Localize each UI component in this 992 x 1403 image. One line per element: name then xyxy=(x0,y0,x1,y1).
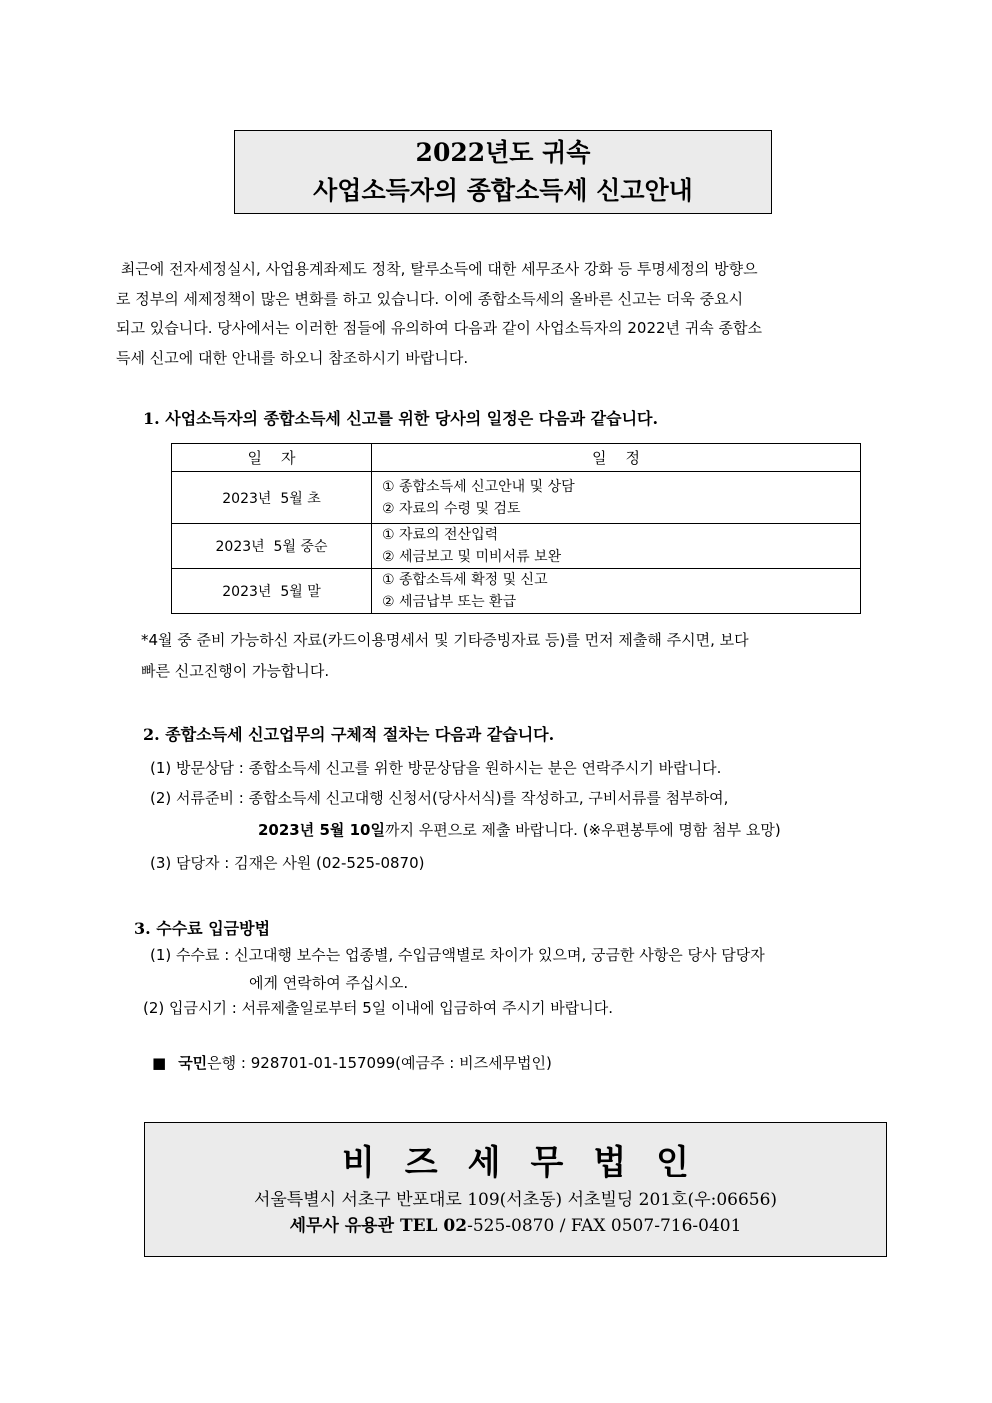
firm-address: 서울특별시 서초구 반포대로 109(서초동) 서초빌딩 201호(우:06656) xyxy=(253,1189,778,1210)
intro-line: 로 정부의 세제정책이 많은 변화를 하고 있습니다. 이에 종합소득세의 올바른 신고는 더욱 중요시 xyxy=(116,289,744,308)
section2-item-2-deadline-line xyxy=(258,819,781,840)
table-cell-items xyxy=(372,569,861,614)
title-line-1: 2022년도 귀속 xyxy=(415,138,591,167)
note-line-1: *4월 중 준비 가능하신 자료(카드이용명세서 및 기타증빙자료 등)를 먼저 제출해 주시면, 보다 xyxy=(141,631,749,649)
title-box xyxy=(234,130,772,214)
schedule-item: ② 자료의 수령 및 검토 xyxy=(382,500,521,517)
table-header-row xyxy=(172,444,861,472)
section2-item-3: (3) 담당자 : 김재은 사원 (02-525-0870) xyxy=(150,854,425,872)
table-cell-date: 2023년 5월 초 xyxy=(172,472,372,524)
title-line-2: 사업소득자의 종합소득세 신고안내 xyxy=(313,176,693,205)
section2-item-1: (1) 방문상담 : 종합소득세 신고를 위한 방문상담을 원하시는 분은 연락주시기 바랍니다. xyxy=(150,759,722,777)
deadline-rest: 까지 우편으로 제출 바랍니다. (※우편봉투에 명함 첨부 요망) xyxy=(384,821,781,839)
section2-heading: 2. 종합소득세 신고업무의 구체적 절차는 다음과 같습니다. xyxy=(143,725,555,744)
deadline-date: 2023년 5월 10일 xyxy=(258,821,385,839)
schedule-item: ① 자료의 전산입력 xyxy=(382,527,499,543)
section3-item-1-cont: 에게 연락하여 주십시오. xyxy=(249,974,409,992)
section3-heading: 3. 수수료 입금방법 xyxy=(134,919,271,938)
contact-numbers: -525-0870 / FAX 0507-716-0401 xyxy=(467,1215,742,1236)
bank-name: 국민 xyxy=(178,1054,208,1072)
section2-item-2: (2) 서류준비 : 종합소득세 신고대행 신청서(당사서식)를 작성하고, 구비서류를 첨부하여, xyxy=(150,789,729,807)
table-header-date: 일 자 xyxy=(172,444,372,472)
bank-account-line xyxy=(152,1052,552,1073)
firm-contact xyxy=(290,1213,742,1239)
schedule-item: ② 세금보고 및 미비서류 보완 xyxy=(382,549,562,565)
intro-line: 되고 있습니다. 당사에서는 이러한 점들에 유의하여 다음과 같이 사업소득자의 2022년 귀속 종합소 xyxy=(116,319,763,337)
table-cell-date: 2023년 5월 중순 xyxy=(172,524,372,569)
footer-box xyxy=(144,1122,887,1257)
table-cell-date: 2023년 5월 말 xyxy=(172,569,372,614)
table-header-schedule: 일 정 xyxy=(372,444,861,472)
schedule-note xyxy=(141,625,888,687)
schedule-table xyxy=(171,443,861,614)
intro-paragraph xyxy=(116,255,888,373)
note-line-2: 빠른 신고진행이 가능합니다. xyxy=(141,662,330,680)
schedule-item: ① 종합소득세 신고안내 및 상담 xyxy=(382,478,575,495)
contact-name: 세무사 유용관 TEL 02 xyxy=(289,1215,468,1236)
schedule-item: ② 세금납부 또는 환급 xyxy=(382,594,517,610)
table-cell-items xyxy=(372,524,861,569)
intro-line: 득세 신고에 대한 안내를 하오니 참조하시기 바랍니다. xyxy=(116,348,469,367)
table-row xyxy=(172,569,861,614)
intro-line: 최근에 전자세정실시, 사업용계좌제도 정착, 탈루소득에 대한 세무조사 강화 등 투명세정의 방향으 xyxy=(116,260,758,278)
firm-name: 비즈세무법인 xyxy=(341,1142,720,1183)
section3-item-2: (2) 입금시기 : 서류제출일로부터 5일 이내에 입금하여 주시기 바랍니다. xyxy=(143,999,613,1017)
section3-item-1: (1) 수수료 : 신고대행 보수는 업종별, 수입금액별로 차이가 있으며, 궁금한 사항은 당사 담당자 xyxy=(150,946,765,964)
schedule-item: ① 종합소득세 확정 및 신고 xyxy=(382,572,548,588)
section1-heading: 1. 사업소득자의 종합소득세 신고를 위한 당사의 일정은 다음과 같습니다. xyxy=(143,409,659,428)
table-row xyxy=(172,472,861,524)
bullet-square-icon: ■ xyxy=(152,1054,167,1072)
table-row xyxy=(172,524,861,569)
table-cell-items xyxy=(372,472,861,524)
bank-account-details: 은행 : 928701-01-157099(예금주 : 비즈세무법인) xyxy=(207,1054,552,1072)
